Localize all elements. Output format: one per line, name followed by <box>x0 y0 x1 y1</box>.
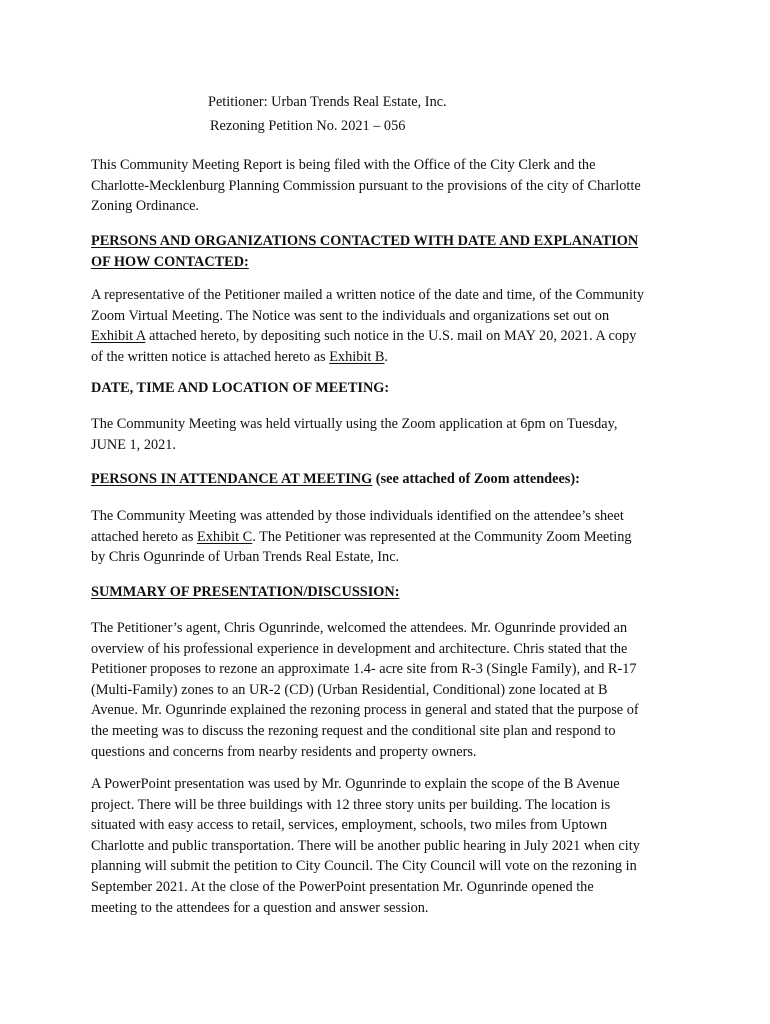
section-heading-summary: SUMMARY OF PRESENTATION/DISCUSSION: <box>91 584 400 600</box>
line-text: . The Petitioner was represented at the Community Zoom Meeting <box>252 528 632 545</box>
intro-line: This Community Meeting Report is being filed with the Office of the City Clerk and the <box>91 157 596 173</box>
petitioner-line: Petitioner: Urban Trends Real Estate, Inc. <box>208 94 447 110</box>
paragraph-line <box>91 326 644 347</box>
section-heading-attendance <box>91 469 580 490</box>
meeting-time-paragraph <box>91 414 617 455</box>
intro-line: Zoning Ordinance. <box>91 198 199 215</box>
paragraph-line: meeting to the attendees for a question and answer session. <box>91 899 429 916</box>
line-text: of the written notice is attached hereto as <box>91 348 330 365</box>
paragraph-line: situated with easy access to retail, services, employment, schools, two miles from Uptown <box>91 817 608 834</box>
paragraph-line: JUNE 1, 2021. <box>91 436 176 453</box>
heading-suffix: (see attached of Zoom attendees): <box>372 471 580 487</box>
paragraph-line: the meeting was to discuss the rezoning request and the conditional site plan and respond to <box>91 722 616 739</box>
summary-paragraph-1 <box>91 618 639 762</box>
exhibit-b-link[interactable]: Exhibit B <box>329 348 385 365</box>
section-heading-persons-contacted <box>91 231 638 272</box>
section-heading-date-time-location: DATE, TIME AND LOCATION OF MEETING: <box>91 380 390 396</box>
contacted-paragraph <box>91 285 644 367</box>
paragraph-line: questions and concerns from nearby residents and property owners. <box>91 743 477 760</box>
paragraph-line: Avenue. Mr. Ogunrinde explained the rezoning process in general and stated that the purpose of <box>91 702 639 719</box>
summary-paragraph-2 <box>91 774 640 918</box>
intro-paragraph <box>91 155 641 217</box>
attendance-paragraph <box>91 506 632 568</box>
paragraph-line: project. There will be three buildings with 12 three story units per building. The location is <box>91 796 611 813</box>
paragraph-line: Petitioner proposes to rezone an approximate 1.4- acre site from R-3 (Single Family), and R-17 <box>91 661 637 678</box>
intro-line: Charlotte-Mecklenburg Planning Commission pursuant to the provisions of the city of Charlotte <box>91 177 641 194</box>
paragraph-line: Zoom Virtual Meeting. The Notice was sent to the individuals and organizations set out on <box>91 307 610 324</box>
paragraph-line <box>91 527 632 548</box>
paragraph-line: (Multi-Family) zones to an UR-2 (CD) (Urban Residential, Conditional) zone located at B <box>91 681 608 698</box>
line-text: attached hereto, by depositing such notice in the U.S. mail on MAY 20, 2021. A copy <box>145 328 637 345</box>
heading-line: OF HOW CONTACTED: <box>91 253 249 270</box>
line-text: . <box>384 348 388 365</box>
paragraph-line: September 2021. At the close of the PowerPoint presentation Mr. Ogunrinde opened the <box>91 878 594 895</box>
heading-underlined: PERSONS IN ATTENDANCE AT MEETING <box>91 471 373 487</box>
paragraph-line: A PowerPoint presentation was used by Mr. Ogunrinde to explain the scope of the B Avenue <box>91 776 620 792</box>
paragraph-line: by Chris Ogunrinde of Urban Trends Real Estate, Inc. <box>91 549 400 566</box>
exhibit-c-link[interactable]: Exhibit C <box>196 528 253 545</box>
paragraph-line: The Community Meeting was held virtually using the Zoom application at 6pm on Tuesday, <box>91 416 618 432</box>
paragraph-line: The Petitioner’s agent, Chris Ogunrinde, welcomed the attendees. Mr. Ogunrinde provided an <box>91 620 628 636</box>
heading-line: PERSONS AND ORGANIZATIONS CONTACTED WITH DATE AND EXPLANATION <box>91 233 639 249</box>
paragraph-line: overview of his professional experience in development and architecture. Chris stated that the <box>91 640 628 657</box>
paragraph-line: A representative of the Petitioner mailed a written notice of the date and time, of the Community <box>91 287 645 303</box>
exhibit-a-link[interactable]: Exhibit A <box>91 328 146 345</box>
line-text: attached hereto as <box>91 528 197 545</box>
paragraph-line: The Community Meeting was attended by those individuals identified on the attendee’s sheet <box>91 508 624 524</box>
paragraph-line: Charlotte and public transportation. There will be another public hearing in July 2021 when city <box>91 837 640 854</box>
paragraph-line <box>91 347 644 368</box>
paragraph-line: planning will submit the petition to City Council. The City Council will vote on the rezoning in <box>91 858 637 875</box>
petition-number: Rezoning Petition No. 2021 – 056 <box>210 118 406 134</box>
